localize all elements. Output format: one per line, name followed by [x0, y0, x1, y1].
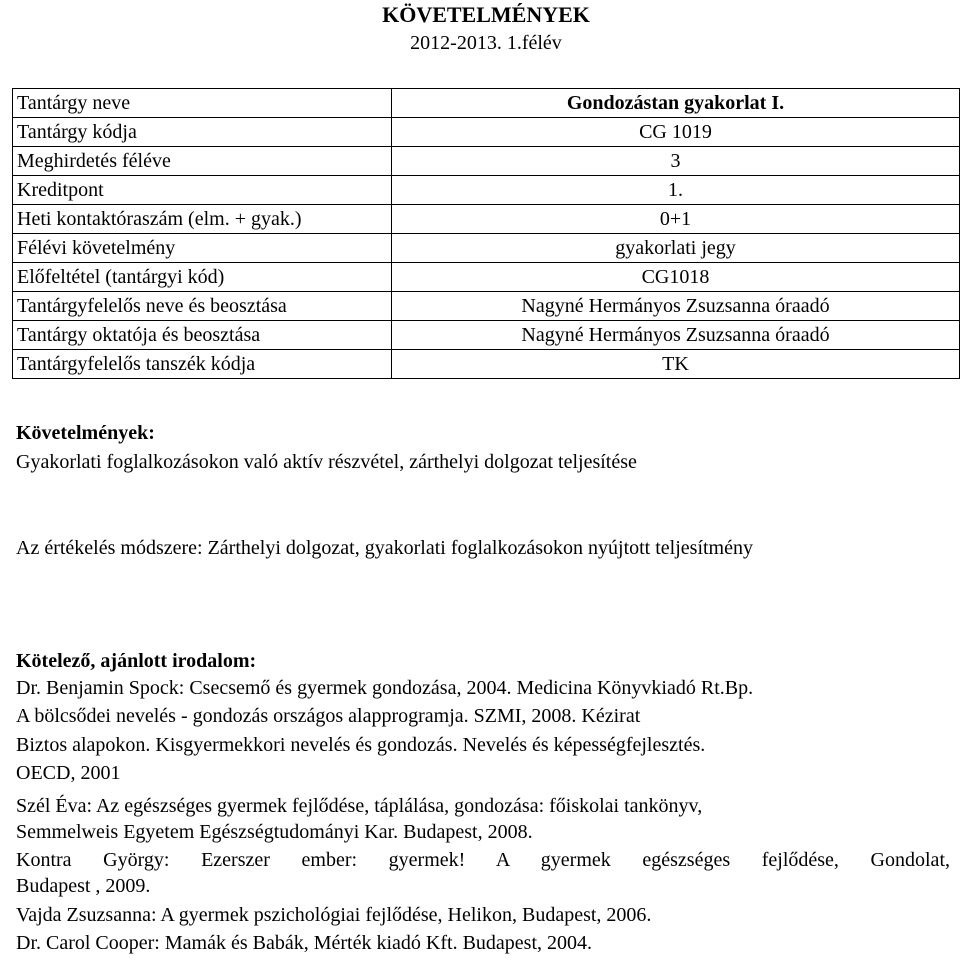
row-label: Félévi követelmény — [13, 234, 392, 263]
literature-item: Budapest , 2009. — [16, 875, 151, 897]
evaluation-text: Az értékelés módszere: Zárthelyi dolgozat, gyakorlati foglalkozásokon nyújtott teljesítmény — [16, 537, 753, 559]
requirements-heading: Követelmények: — [16, 422, 155, 444]
row-label: Tantárgy oktatója és beosztása — [13, 321, 392, 350]
row-label: Tantárgy kódja — [13, 118, 392, 147]
literature-item: Dr. Benjamin Spock: Csecsemő és gyermek gondozása, 2004. Medicina Könyvkiadó Rt.Bp. — [16, 677, 754, 699]
row-label: Tantárgyfelelős tanszék kódja — [13, 350, 392, 379]
row-label: Tantárgy neve — [13, 89, 392, 118]
row-value: TK — [392, 350, 960, 379]
row-label: Meghirdetés féléve — [13, 147, 392, 176]
row-value: gyakorlati jegy — [392, 234, 960, 263]
literature-heading: Kötelező, ajánlott irodalom: — [16, 650, 257, 672]
literature-item: Vajda Zsuzsanna: A gyermek pszichológiai fejlődése, Helikon, Budapest, 2006. — [16, 904, 652, 926]
table-row — [13, 321, 960, 350]
row-label: Heti kontaktóraszám (elm. + gyak.) — [13, 205, 392, 234]
literature-item: Kontra György: Ezerszer ember: gyermek! A gyermek egészséges fejlődése, Gondolat, — [16, 849, 950, 871]
table-row — [13, 118, 960, 147]
row-value: Nagyné Hermányos Zsuzsanna óraadó — [392, 292, 960, 321]
course-info-table — [12, 88, 960, 379]
table-row — [13, 234, 960, 263]
row-value: Nagyné Hermányos Zsuzsanna óraadó — [392, 321, 960, 350]
table-row — [13, 176, 960, 205]
table-row — [13, 147, 960, 176]
table-row — [13, 89, 960, 118]
table-row — [13, 263, 960, 292]
row-value: CG 1019 — [392, 118, 960, 147]
literature-item: Szél Éva: Az egészséges gyermek fejlődése, táplálása, gondozása: főiskolai tankönyv, — [16, 795, 703, 817]
literature-item: Semmelweis Egyetem Egészségtudományi Kar. Budapest, 2008. — [16, 821, 533, 843]
requirements-text: Gyakorlati foglalkozásokon való aktív részvétel, zárthelyi dolgozat teljesítése — [16, 451, 637, 473]
row-value: Gondozástan gyakorlat I. — [392, 89, 960, 118]
row-label: Előfeltétel (tantárgyi kód) — [13, 263, 392, 292]
semester-period: 2012-2013. 1.félév — [410, 32, 562, 54]
literature-item: A bölcsődei nevelés - gondozás országos alapprogramja. SZMI, 2008. Kézirat — [16, 705, 641, 727]
literature-item: OECD, 2001 — [16, 762, 121, 784]
row-label: Tantárgyfelelős neve és beosztása — [13, 292, 392, 321]
document-title: KÖVETELMÉNYEK — [382, 2, 590, 27]
row-value: 3 — [392, 147, 960, 176]
row-value: 1. — [392, 176, 960, 205]
row-value: CG1018 — [392, 263, 960, 292]
table-row — [13, 205, 960, 234]
table-row — [13, 292, 960, 321]
row-label: Kreditpont — [13, 176, 392, 205]
literature-item: Biztos alapokon. Kisgyermekkori nevelés és gondozás. Nevelés és képességfejlesztés. — [16, 734, 706, 756]
literature-item: Dr. Carol Cooper: Mamák és Babák, Mérték kiadó Kft. Budapest, 2004. — [16, 932, 592, 954]
row-value: 0+1 — [392, 205, 960, 234]
table-row — [13, 350, 960, 379]
